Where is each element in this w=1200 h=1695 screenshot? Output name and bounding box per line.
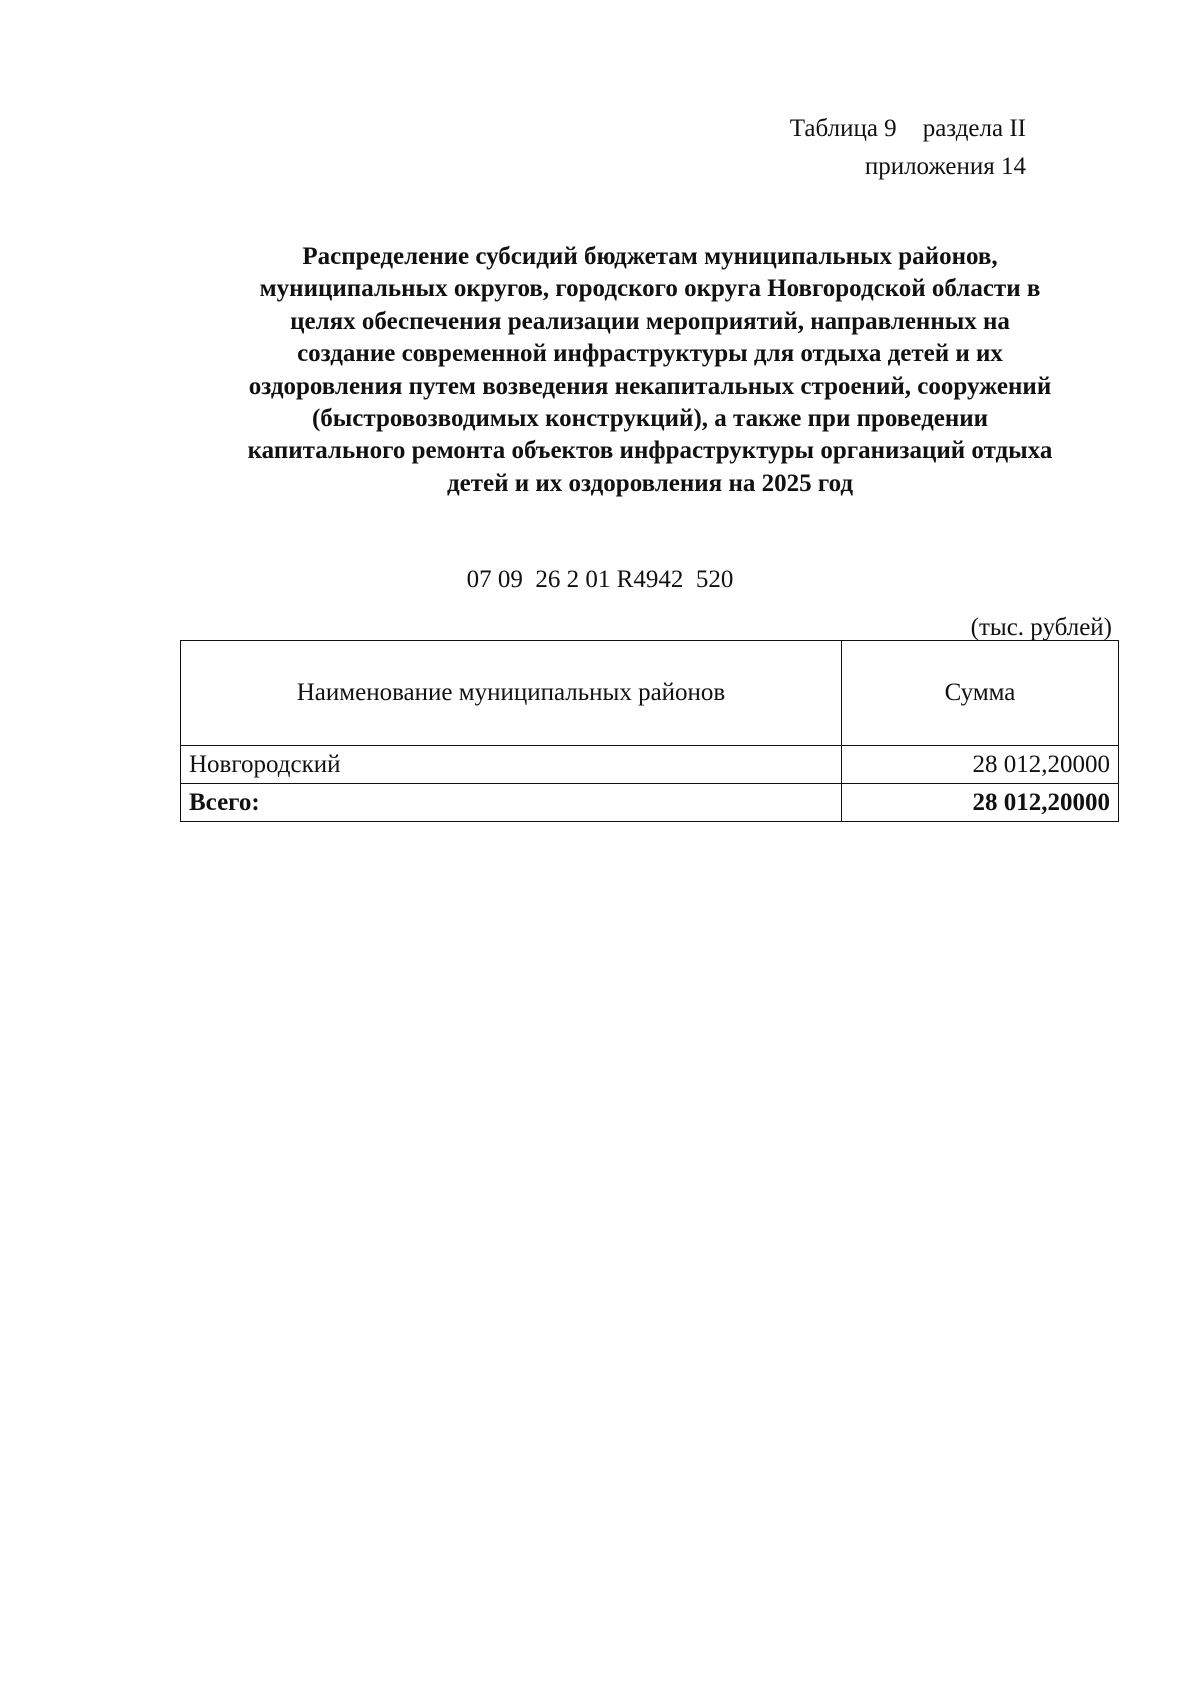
total-sum-cell: 28 012,20000 [842, 784, 1119, 822]
document-title [180, 241, 1120, 500]
title-line: капитального ремонта объектов инфраструктуры организаций отдыха [247, 437, 1053, 465]
section-label: раздела II [922, 115, 1026, 142]
budget-code: 07 09 26 2 01 R4942 520 [466, 566, 734, 593]
title-line: (быстровозводимых конструкций), а также при проведении [311, 405, 989, 433]
total-label-cell: Всего: [181, 784, 842, 822]
total-row [181, 784, 1119, 822]
district-name-cell: Новгородский [181, 746, 842, 784]
table-reference [790, 110, 1026, 148]
title-line: оздоровления путем возведения некапитальных строений, сооружений [248, 372, 1052, 400]
appendix-label: приложения 14 [864, 153, 1026, 180]
title-line: муниципальных округов, городского округа Новгородской области в [259, 275, 1041, 303]
table-row [181, 746, 1119, 784]
table-header-row [181, 641, 1119, 746]
title-line: создание современной инфраструктуры для отдыха детей и их [297, 340, 1003, 368]
unit-label: (тыс. рублей) [970, 614, 1112, 641]
table-label: Таблица 9 [789, 115, 897, 142]
district-sum-cell: 28 012,20000 [842, 746, 1119, 784]
distribution-table [180, 640, 1119, 822]
column-header-name: Наименование муниципальных районов [181, 641, 842, 746]
title-line: детей и их оздоровления на 2025 год [446, 469, 854, 497]
column-header-sum: Сумма [842, 641, 1119, 746]
document-header [790, 110, 1026, 186]
title-line: Распределение субсидий бюджетам муниципальных районов, [302, 243, 998, 270]
title-line: целях обеспечения реализации мероприятий, направленных на [290, 307, 1010, 335]
